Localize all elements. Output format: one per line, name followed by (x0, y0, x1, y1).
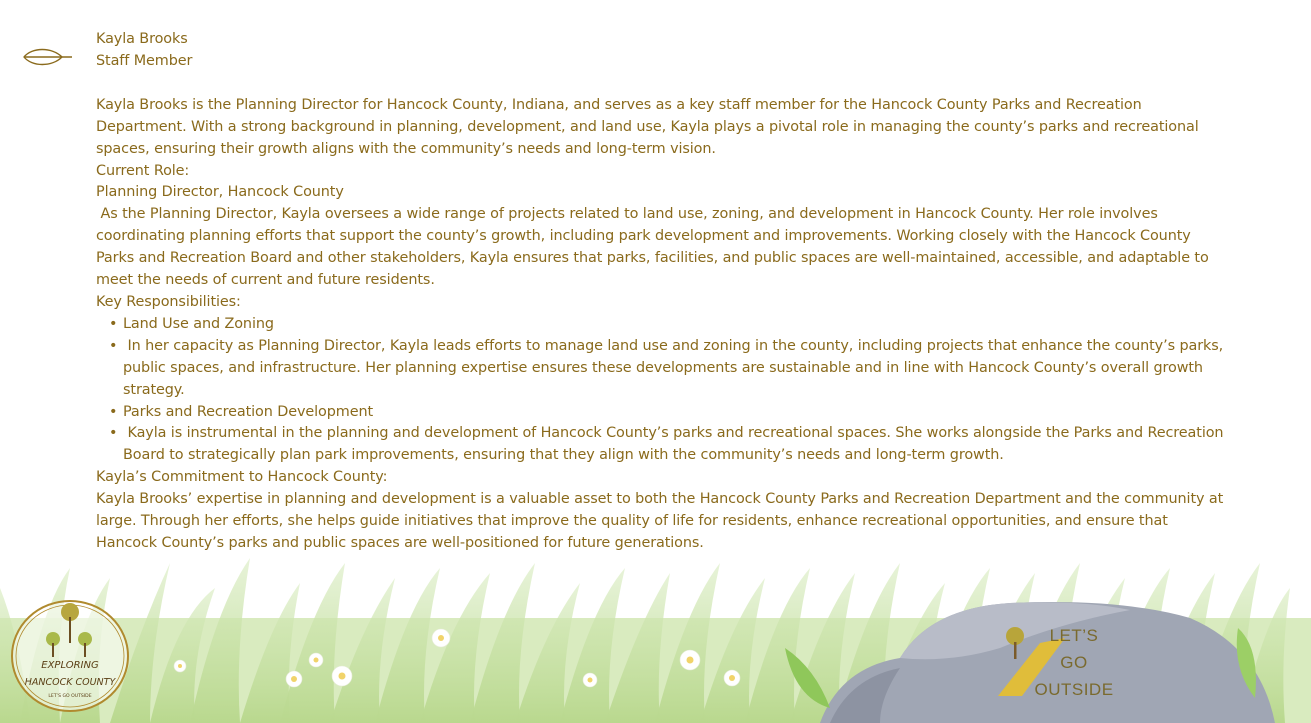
current-role-paragraph: As the Planning Director, Kayla oversees a wide range of projects related to land use, zoning, and development in Hancock County. Her role involves coordinating planning efforts that support the county’s growth, including park development and improvements. Working closely with the Hancock County Parks and Recreation Board and other stakeholders, Kayla ensures that parks, facilities, and public spaces are well-maintained, accessible, and adaptable to meet the needs of current and future residents. (96, 206, 1214, 289)
sign-line-3: OUTSIDE (1034, 680, 1114, 699)
list-item: • Parks and Recreation Development (123, 402, 1226, 424)
logo-tagline: LET’S GO OUTSIDE (48, 694, 92, 699)
list-item: • In her capacity as Planning Director, Kayla leads efforts to manage land use and zoning in the county, including projects that enhance the county’s parks, public spaces, and infrastructure. Her planning expertise ensures these developments are sustainable and in line with Hancock County’s overall growth strategy. (123, 336, 1226, 402)
responsibilities-list (96, 314, 1226, 467)
intro-paragraph: Kayla Brooks is the Planning Director for Hancock County, Indiana, and serves as a key staff member for the Hancock County Parks and Recreation Department. With a strong background in planning, development, and land use, Kayla plays a pivotal role in managing the county’s parks and recreational spaces, ensuring their growth aligns with the community’s needs and long-term vision. (96, 96, 1199, 157)
logo-line-2: HANCOCK COUNTY (24, 677, 116, 688)
tree-icon (1004, 626, 1026, 660)
list-item: • Land Use and Zoning (123, 314, 1226, 336)
sign-line-2: GO (1060, 653, 1088, 672)
leaf-icon (22, 46, 74, 68)
staff-name: Kayla Brooks (96, 31, 188, 47)
responsibilities-heading: Key Responsibilities: (96, 293, 241, 310)
exploring-hancock-county-logo (8, 597, 132, 715)
commitment-paragraph: Kayla Brooks’ expertise in planning and development is a valuable asset to both the Hancock County Parks and Recreation Department and the community at large. Through her efforts, she helps guide initiatives that improve the quality of life for residents, enhance recreational opportunities, and ensure that Hancock County’s parks and public spaces are well-positioned for future generations. (96, 491, 1224, 551)
current-role-title: Planning Director, Hancock County (96, 184, 344, 201)
lets-go-outside-sign (1030, 622, 1118, 703)
sign-line-1: LET’S (1049, 626, 1099, 645)
current-role-heading: Current Role: (96, 162, 190, 179)
staff-title: Staff Member (96, 52, 193, 69)
list-item: • Kayla is instrumental in the planning and development of Hancock County’s parks and recreational spaces. She works alongside the Parks and Recreation Board to strategically plan park improvements, ensuring that they align with the community’s needs and long-term growth. (123, 423, 1226, 467)
profile-content (96, 29, 1226, 555)
logo-line-1: EXPLORING (41, 660, 99, 671)
commitment-heading: Kayla’s Commitment to Hancock County: (96, 469, 388, 486)
